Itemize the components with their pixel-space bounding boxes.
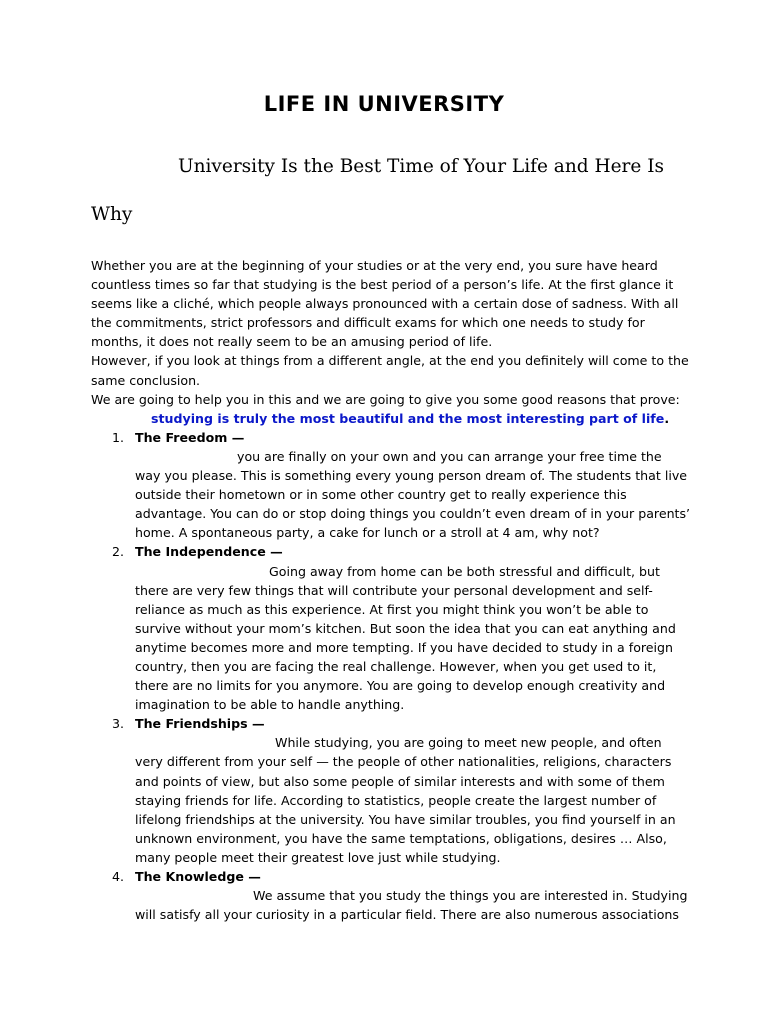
reasons-paragraph: We are going to help you in this and we are going to give you some good reasons that prove: [91,391,680,407]
reasons-list [91,428,691,924]
subtitle-line-2: Why [91,204,133,225]
list-item-freedom [91,428,691,543]
list-heading: The Independence — [135,544,283,560]
body-text [91,256,691,924]
highlight-text: studying is truly the most beautiful and the most interesting part of life [151,410,665,426]
list-item-independence [91,542,691,714]
intro-paragraph: Whether you are at the beginning of your studies or at the very end, you sure have heard countless times so far that studying is the best period of a person’s life. At the first glance it seems like a cliché, which people always pronounced with a certain dose of sadness. With all the commitments, strict professors and difficult exams for which one needs to study for months, it does not really seem to be an amusing period of life. [91,258,679,350]
list-text: you are finally on your own and you can arrange your free time the way you please. This is something every young person dream of. The students that live outside their hometown or in some other country get to really experience this advantage. You can do or stop doing things you couldn’t even dream of in your parents’ home. A spontaneous party, a cake for lunch or a stroll at 4 am, why not? [135,448,691,541]
list-number: 2. [112,544,125,560]
angle-paragraph: However, if you look at things from a different angle, at the end you definitely will come to the same conclusion. [91,353,689,388]
list-heading: The Freedom — [135,429,245,445]
list-item-knowledge [91,867,691,924]
page-title: LIFE IN UNIVERSITY [263,92,505,116]
list-text: While studying, you are going to meet new people, and often very different from your self — the people of other nationalities, religions, characters and points of view, but also some people of similar interests and with some of them staying friends for life. According to statistics, people create the largest number of lifelong friendships at the university. You have similar troubles, you find yourself in an unknown environment, you have the same temptations, obligations, desires … Also, many people meet their greatest love just while studying. [135,735,676,865]
highlight-line [91,409,691,428]
list-heading: The Knowledge — [135,869,261,884]
list-text: We assume that you study the things you are interested in. Studying will satisfy all your curiosity in a particular field. There are also numerous associations [135,888,688,923]
highlight-punctuation: . [664,410,670,426]
list-number: 1. [112,429,125,445]
list-heading: The Friendships — [135,716,265,732]
subtitle-line-1: University Is the Best Time of Your Life and Here Is [178,156,665,177]
list-number: 4. [112,869,125,884]
list-number: 3. [112,716,125,732]
list-text: Going away from home can be both stressful and difficult, but there are very few things that will contribute your personal development and self-reliance as much as this experience. At first you might think you won’t be able to survive without your mom’s kitchen. But soon the idea that you can eat anything and anytime becomes more and more tempting. If you have decided to study in a foreign country, then you are facing the real challenge. However, when you get used to it, there are no limits for you anymore. You are going to develop enough creativity and imagination to be able to handle anything. [135,563,676,713]
list-item-friendships [91,714,691,867]
